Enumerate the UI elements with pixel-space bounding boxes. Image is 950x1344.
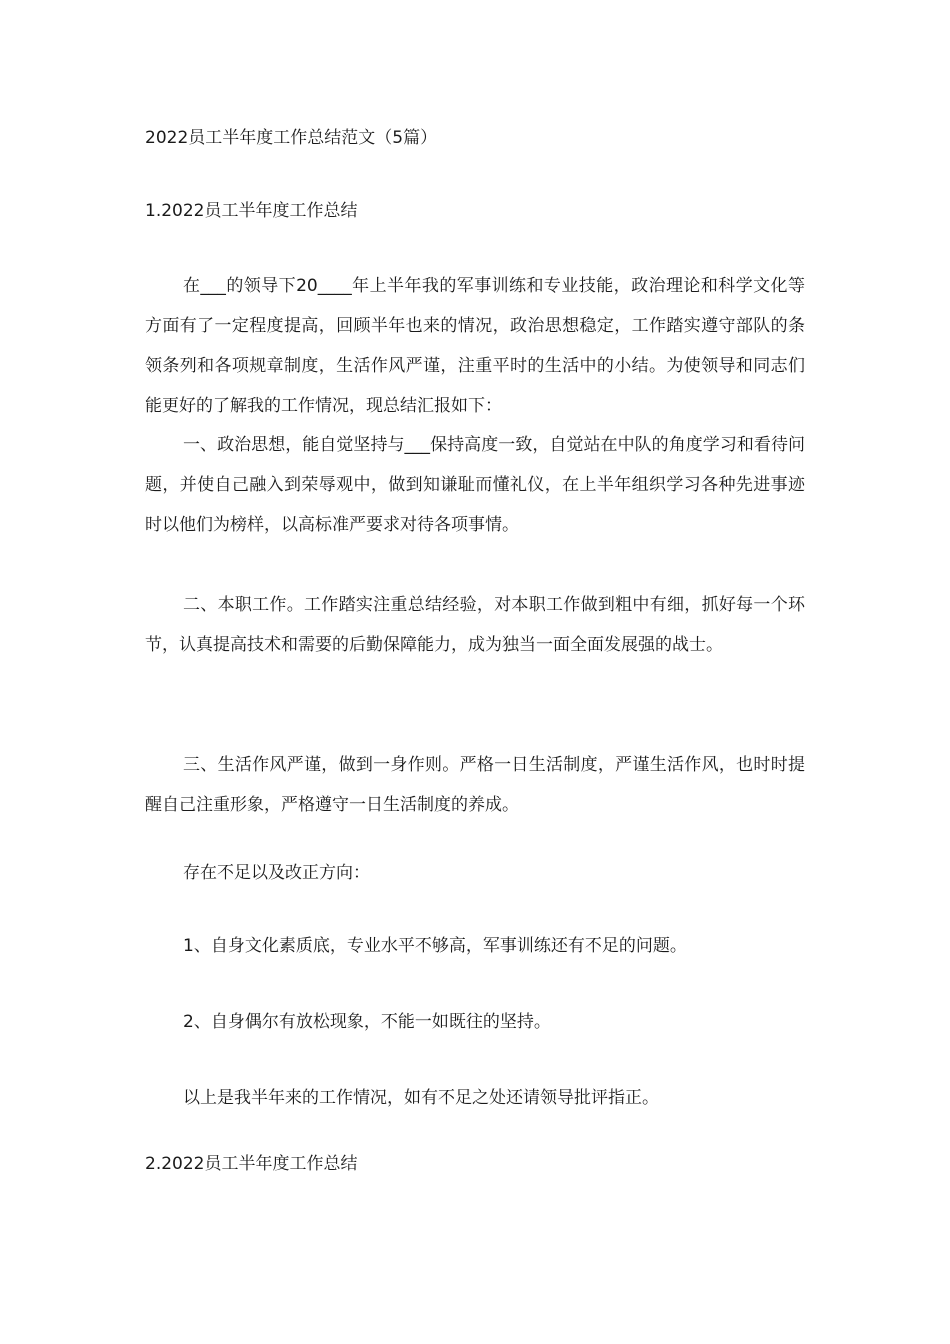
paragraph-intro: 在___的领导下20____年上半年我的军事训练和专业技能，政治理论和科学文化等方面有了一定程度提高，回顾半年也来的情况，政治思想稳定，工作踏实遵守部队的条领条列和各项规章制度，生活作风严谨，注重平时的生活中的小结。为使领导和同志们能更好的了解我的工作情况，现总结汇报如下： xyxy=(145,276,805,416)
document-title: 2022员工半年度工作总结范文（5篇） xyxy=(145,128,438,148)
paragraph-political: 一、政治思想，能自觉坚持与___保持高度一致，自觉站在中队的角度学习和看待问题，并使自己融入到荣辱观中，做到知谦耻而懂礼仪，在上半年组织学习各种先进事迹时以他们为榜样，以高标准严要求对待各项事情。 xyxy=(145,435,805,535)
section-2-heading: 2.2022员工半年度工作总结 xyxy=(145,1154,358,1174)
paragraph-shortcomings-heading: 存在不足以及改正方向： xyxy=(183,863,370,883)
paragraph-duty: 二、本职工作。工作踏实注重总结经验，对本职工作做到粗中有细，抓好每一个环节，认真提高技术和需要的后勤保障能力，成为独当一面全面发展强的战士。 xyxy=(145,595,805,655)
section-1-heading: 1.2022员工半年度工作总结 xyxy=(145,201,358,221)
paragraph-shortcoming-1: 1、自身文化素质底，专业水平不够高，军事训练还有不足的问题。 xyxy=(183,936,687,956)
paragraph-lifestyle: 三、生活作风严谨，做到一身作则。严格一日生活制度，严谨生活作风，也时时提醒自己注重形象，严格遵守一日生活制度的养成。 xyxy=(145,755,805,815)
paragraph-shortcoming-2: 2、自身偶尔有放松现象，不能一如既往的坚持。 xyxy=(183,1012,551,1032)
paragraph-closing: 以上是我半年来的工作情况，如有不足之处还请领导批评指正。 xyxy=(183,1088,659,1108)
